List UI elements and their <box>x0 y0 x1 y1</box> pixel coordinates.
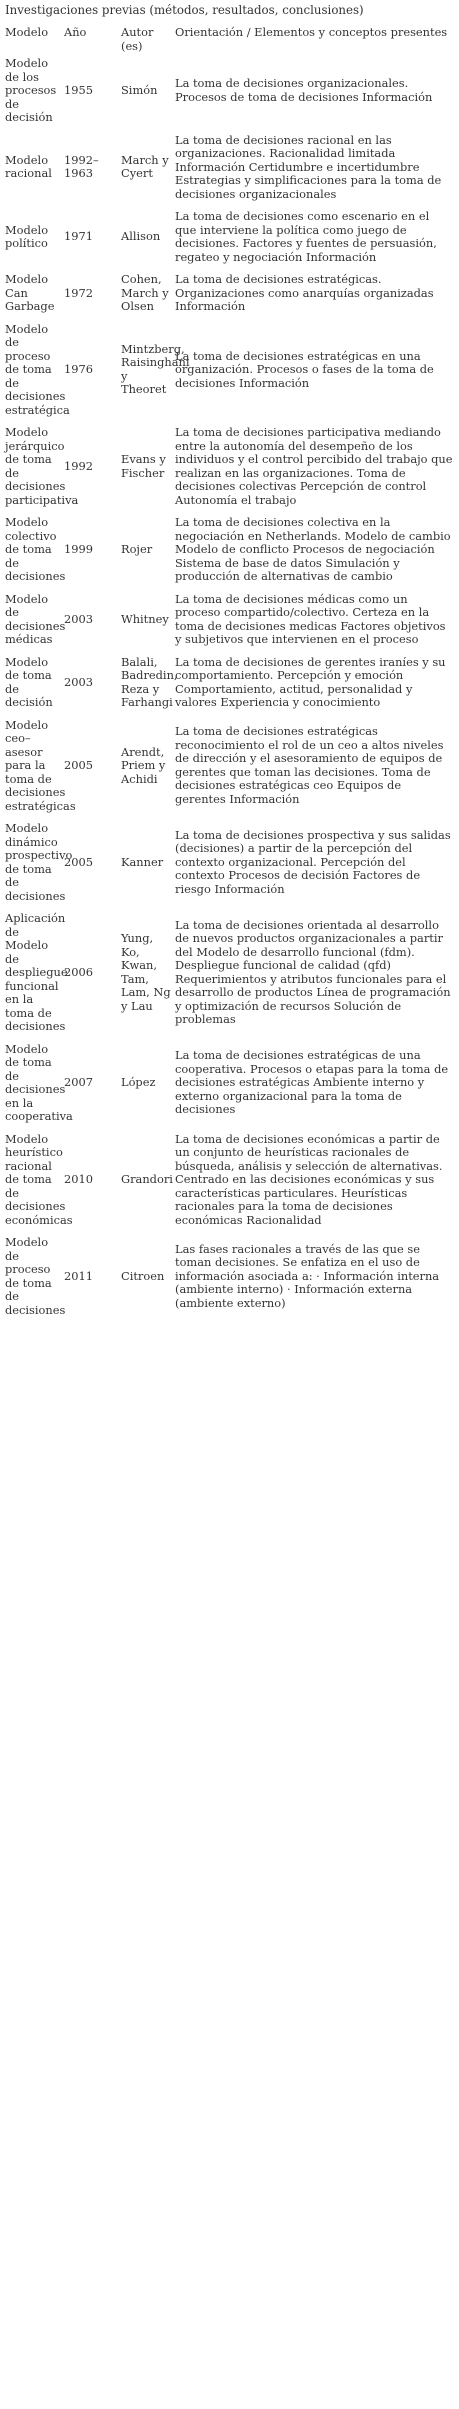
cell-autor: Balali, Badredin, Reza y Farhangi <box>121 654 178 709</box>
cell-autor: Evans y Fischer <box>121 452 166 480</box>
cell-ano: 2007 <box>64 1075 93 1090</box>
cell-ano: 2010 <box>64 1172 93 1186</box>
cell-orientacion: La toma de decisiones participativa mediando entre la autonomía del desempeño de los individuos y el control percibido del trabajo que realizan en las organizaciones. Toma de decisiones colectivas Percepción de control Autonomía el trabajo <box>175 425 453 507</box>
cell-ano: 1992 <box>64 458 93 473</box>
table-row <box>5 656 455 719</box>
cell-orientacion: La toma de decisiones de gerentes iraníes y su comportamiento. Percepción y emoción Comportamiento, actitud, personalidad y valores Experiencia y conocimiento <box>175 654 446 709</box>
cell-orientacion: La toma de decisiones estratégicas de una cooperativa. Procesos o etapas para la toma de decisiones estratégicas Ambiente interno y externo organizacional para la toma de decisiones <box>175 1048 449 1117</box>
cell-autor: Whitney <box>121 611 169 626</box>
cell-autor: March y Cyert <box>121 152 169 181</box>
cell-orientacion: La toma de decisiones orientada al desarrollo de nuevos productos organizacionales a partir del Modelo de desarrollo funcional (fdm). Despliegue funcional de calidad (qfd) Requerimientos y atributos funcionales para el desarrollo de productos Línea de programación y optimización de recursos Solución de problemas <box>175 917 451 1027</box>
cell-ano: 2011 <box>64 1268 93 1283</box>
header-autor: Autor (es) <box>121 25 154 53</box>
table-row <box>5 426 455 516</box>
table-row <box>5 210 455 273</box>
cell-modelo: Modelo colectivo de toma de decisiones <box>5 515 66 583</box>
cell-modelo: Modelo jerárquico de toma de decisiones participativa <box>5 425 79 507</box>
cell-orientacion: La toma de decisiones organizacionales. Procesos de toma de decisiones Información <box>175 76 433 104</box>
cell-autor: Arendt, Priem y Achidi <box>121 744 166 786</box>
table-row <box>5 912 455 1043</box>
table-row <box>5 134 455 211</box>
cell-modelo: Modelo de toma de decisión <box>5 654 53 709</box>
cell-ano: 1971 <box>64 229 93 244</box>
cell-autor: Allison <box>121 229 161 244</box>
cell-orientacion: Las fases racionales a través de las que se toman decisiones. Se enfatiza en el uso de información asociada a: · Información interna (ambiente interno) · Información externa (ambiente externo) <box>175 1241 440 1310</box>
cell-modelo: Modelo de toma de decisiones en la cooperativa <box>5 1041 73 1123</box>
cell-modelo: Modelo de proceso de toma de decisiones estratégica <box>5 321 70 417</box>
table-row <box>5 1236 455 1326</box>
cell-autor: López <box>121 1075 156 1090</box>
cell-ano: 1955 <box>64 83 93 97</box>
cell-ano: 2003 <box>64 674 93 689</box>
cell-ano: 1999 <box>64 542 93 556</box>
header-row <box>5 26 455 57</box>
table-row <box>5 1133 455 1237</box>
cell-autor: Citroen <box>121 1268 165 1283</box>
cell-ano: 1972 <box>64 285 93 300</box>
cell-modelo: Modelo racional <box>5 152 52 181</box>
table-row <box>5 1043 455 1133</box>
cell-orientacion: La toma de decisiones como escenario en el que interviene la política como juego de decisiones. Factores y fuentes de persuasión, regateo y negociación Información <box>175 209 437 264</box>
cell-orientacion: La toma de decisiones colectiva en la negociación en Netherlands. Modelo de cambio Modelo de conflicto Procesos de negociación Sistema de base de datos Simulación y producción de alternativas de cambio <box>175 515 451 583</box>
table-row <box>5 323 455 427</box>
table-body <box>5 57 455 1326</box>
table-row <box>5 273 455 323</box>
cell-autor: Grandori <box>121 1172 173 1186</box>
cell-autor: Rojer <box>121 542 153 556</box>
cell-modelo: Modelo ceo–asesor para la toma de decisiones estratégicas <box>5 717 76 813</box>
cell-ano: 2006 <box>64 965 93 979</box>
table-row <box>5 57 455 134</box>
cell-modelo: Modelo de decisiones médicas <box>5 591 66 646</box>
cell-modelo: Modelo político <box>5 222 49 250</box>
header-modelo: Modelo <box>5 25 49 39</box>
table-caption: Investigaciones previas (métodos, resultados, conclusiones) <box>5 3 364 17</box>
header-orientacion: Orientación / Elementos y conceptos presentes <box>175 25 448 39</box>
table-row <box>5 516 455 593</box>
cell-modelo: Aplicación de Modelo de despliegue funcional en la toma de decisiones <box>5 911 68 1033</box>
cell-orientacion: La toma de decisiones estratégicas. Organizaciones como anarquías organizadas Información <box>175 272 434 313</box>
cell-ano: 1992–1963 <box>64 152 99 181</box>
cell-autor: Cohen, March y Olsen <box>121 272 169 313</box>
cell-autor: Kanner <box>121 854 164 869</box>
table-row <box>5 822 455 912</box>
cell-ano: 2003 <box>64 611 93 626</box>
cell-orientacion: La toma de decisiones estratégicas en una organización. Procesos o fases de la toma de decisiones Información <box>175 348 434 390</box>
cell-modelo: Modelo de los procesos de decisión <box>5 56 57 124</box>
cell-autor: Simón <box>121 83 158 97</box>
table-row <box>5 593 455 656</box>
cell-modelo: Modelo dinámico prospectivo de toma de decisiones <box>5 821 73 903</box>
cell-modelo: Modelo heurístico racional de toma de decisiones económicas <box>5 1131 73 1227</box>
cell-autor: Mintzberg, Raisinghani y Theoret <box>121 341 190 397</box>
cell-modelo: Modelo Can Garbage <box>5 272 55 313</box>
cell-orientacion: La toma de decisiones racional en las organizaciones. Racionalidad limitada Información Certidumbre e incertidumbre Estrategias y simplificaciones para la toma de decisiones organizacionales <box>175 132 442 201</box>
research-table <box>5 26 455 1326</box>
cell-orientacion: La toma de decisiones estratégicas reconocimiento el rol de un ceo a altos niveles de dirección y el asesoramiento de equipos de gerentes que toman las decisiones. Toma de decisiones estratégicas ceo Equipos de gerentes Información <box>175 724 444 806</box>
cell-ano: 2005 <box>64 854 93 869</box>
table-row <box>5 719 455 823</box>
cell-ano: 1976 <box>64 362 93 376</box>
cell-orientacion: La toma de decisiones económicas a partir de un conjunto de heurísticas racionales de búsqueda, análisis y selección de alternativas. Centrado en las decisiones económicas y sus características particulares. Heurísticas racionales para la toma de decisiones económicas Racionalidad <box>175 1131 443 1227</box>
cell-ano: 2005 <box>64 758 93 772</box>
cell-orientacion: La toma de decisiones médicas como un proceso compartido/colectivo. Certeza en la toma de decisiones medicas Factores objetivos y subjetivos que intervienen en el proceso <box>175 591 446 646</box>
cell-modelo: Modelo de proceso de toma de decisiones <box>5 1235 66 1317</box>
cell-orientacion: La toma de decisiones prospectiva y sus salidas (decisiones) a partir de la percepción del contexto organizacional. Percepción del contexto Procesos de decisión Factores de riesgo Información <box>175 827 451 896</box>
cell-autor: Yung, Ko, Kwan, Tam, Lam, Ng y Lau <box>121 931 171 1013</box>
header-ano: Año <box>64 25 87 39</box>
